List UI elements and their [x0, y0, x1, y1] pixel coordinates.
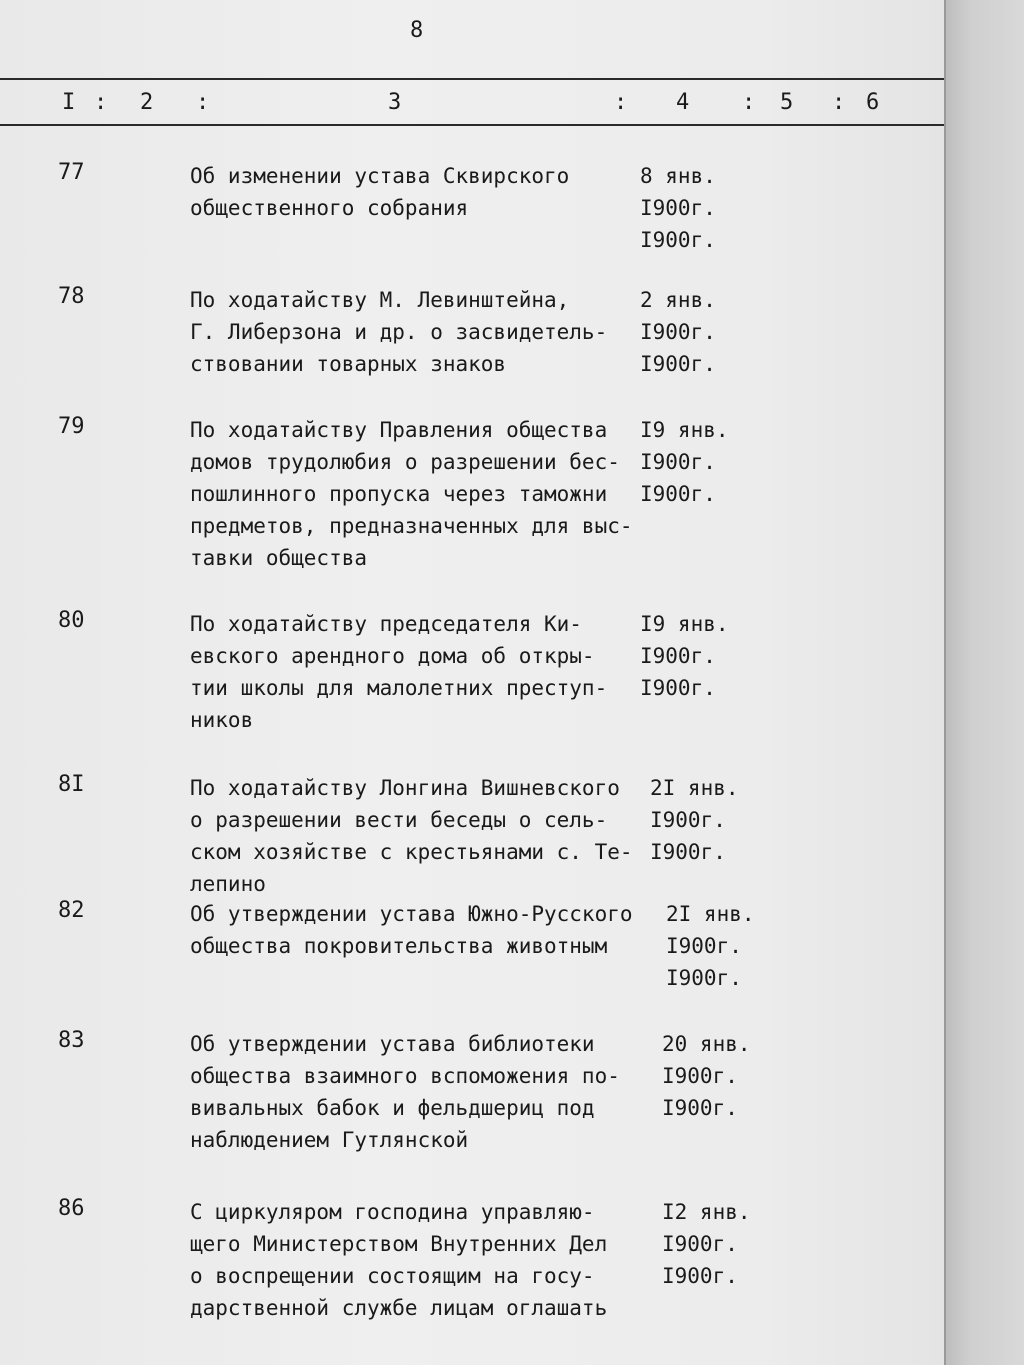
entry-dates: [662, 1028, 792, 1124]
entry-date: 2I янв.: [666, 902, 755, 926]
column-header-5: 5: [780, 90, 794, 115]
column-header-2: 2: [140, 90, 154, 115]
column-separator: :: [742, 90, 756, 115]
entry-date: I900г.: [640, 644, 716, 668]
column-separator: :: [196, 90, 210, 115]
entry-line: По ходатайству председателя Ки-: [190, 612, 582, 636]
entry-line: наблюдением Гутлянской: [190, 1128, 469, 1152]
entry-line: По ходатайству М. Левинштейна,: [190, 288, 570, 312]
column-separator: :: [832, 90, 846, 115]
entry-date: I900г.: [662, 1064, 738, 1088]
page-edge: [944, 0, 1024, 1365]
column-header-4: 4: [676, 90, 690, 115]
entry-line: ствовании товарных знаков: [190, 352, 507, 376]
entry-date: I900г.: [662, 1264, 738, 1288]
entry-line: общественного собрания: [190, 196, 469, 220]
entry-line: тавки общества: [190, 546, 368, 570]
entry-date: I900г.: [640, 320, 716, 344]
entry-line: С циркуляром господина управляю-: [190, 1200, 595, 1224]
entry-number: 8I: [58, 772, 85, 797]
entry-line: По ходатайству Правления общества: [190, 418, 608, 442]
entry-date: I900г.: [640, 482, 716, 506]
entry-number: 78: [58, 284, 85, 309]
entry-date: 2I янв.: [650, 776, 739, 800]
entry-line: общества взаимного вспоможения по-: [190, 1064, 620, 1088]
header-rule-top: [0, 78, 944, 80]
entry-line: По ходатайству Лонгина Вишневского: [190, 776, 620, 800]
entry-number: 80: [58, 608, 85, 633]
column-header-1: I: [62, 90, 76, 115]
entry-dates: [640, 414, 770, 510]
entry-line: вивальных бабок и фельдшериц под: [190, 1096, 595, 1120]
column-separator: :: [94, 90, 108, 115]
entry-date: I900г.: [662, 1232, 738, 1256]
entry-line: Об утверждении устава Южно-Русского: [190, 902, 633, 926]
entry-line: предметов, предназначенных для выс-: [190, 514, 633, 538]
entry-date: I900г.: [662, 1096, 738, 1120]
entry-date: I900г.: [640, 352, 716, 376]
entry-date: I900г.: [640, 676, 716, 700]
column-separator: :: [614, 90, 628, 115]
entry-number: 77: [58, 160, 85, 185]
entry-number: 86: [58, 1196, 85, 1221]
entry-dates: [640, 284, 770, 380]
entry-date: 8 янв.: [640, 164, 716, 188]
entry-line: тии школы для малолетних преступ-: [190, 676, 608, 700]
column-header-6: 6: [866, 90, 880, 115]
entry-number: 79: [58, 414, 85, 439]
entry-text: [190, 608, 650, 736]
entry-line: домов трудолюбия о разрешении бес-: [190, 450, 620, 474]
header-rule-bottom: [0, 124, 944, 126]
entry-dates: [662, 1196, 792, 1292]
entry-date: I900г.: [640, 450, 716, 474]
entry-line: Об утверждении устава библиотеки: [190, 1032, 595, 1056]
entry-line: о воспрещении состоящим на госу-: [190, 1264, 595, 1288]
entry-dates: [666, 898, 796, 994]
entry-date: 20 янв.: [662, 1032, 751, 1056]
entry-text: [190, 1196, 650, 1324]
entry-text: [190, 772, 650, 900]
entry-number: 83: [58, 1028, 85, 1053]
entry-text: [190, 414, 650, 574]
entry-date: I9 янв.: [640, 612, 729, 636]
entry-line: Г. Либерзона и др. о засвидетель-: [190, 320, 608, 344]
entry-line: щего Министерством Внутренних Дел: [190, 1232, 608, 1256]
entry-line: ников: [190, 708, 254, 732]
entry-text: [190, 284, 650, 380]
entry-text: [190, 898, 650, 962]
entry-date: I900г.: [666, 934, 742, 958]
entry-line: лепино: [190, 872, 266, 896]
entry-dates: [640, 608, 770, 704]
entry-number: 82: [58, 898, 85, 923]
entry-dates: [650, 772, 780, 868]
entry-line: Об изменении устава Сквирского: [190, 164, 570, 188]
entry-line: общества покровительства животным: [190, 934, 608, 958]
entry-date: I9 янв.: [640, 418, 729, 442]
entry-line: евского арендного дома об откры-: [190, 644, 595, 668]
entry-date: I900г.: [666, 966, 742, 990]
entry-line: дарственной службе лицам оглашать: [190, 1296, 608, 1320]
entry-date: I900г.: [650, 840, 726, 864]
entry-line: пошлинного пропуска через таможни: [190, 482, 608, 506]
entry-date: I900г.: [640, 196, 716, 220]
page-number: 8: [410, 18, 424, 43]
entry-date: 2 янв.: [640, 288, 716, 312]
entry-date: I2 янв.: [662, 1200, 751, 1224]
entry-line: о разрешении вести беседы о сель-: [190, 808, 608, 832]
entry-text: [190, 1028, 650, 1156]
entry-date: I900г.: [640, 228, 716, 252]
column-header-3: 3: [388, 90, 402, 115]
entry-date: I900г.: [650, 808, 726, 832]
entry-line: ском хозяйстве с крестьянами с. Те-: [190, 840, 633, 864]
entry-text: [190, 160, 650, 224]
entry-dates: [640, 160, 770, 256]
